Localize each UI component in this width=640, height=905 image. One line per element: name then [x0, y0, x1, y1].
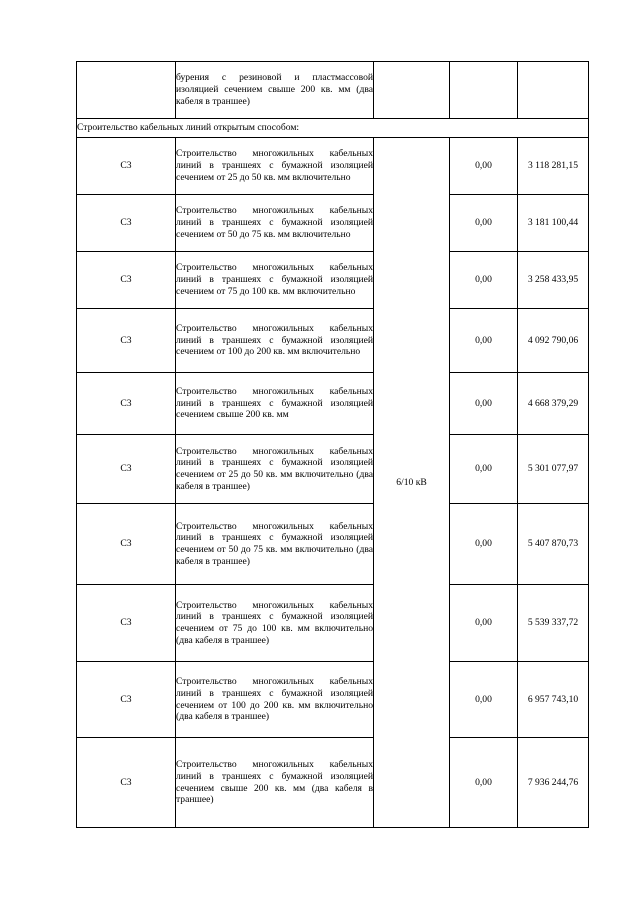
section-title: Строительство кабельных линий открытым способом:	[77, 119, 589, 138]
code-cell: С3	[77, 373, 176, 435]
price-cell	[518, 62, 589, 119]
value-cell	[450, 62, 518, 119]
value-cell: 0,00	[450, 309, 518, 373]
price-cell: 3 258 433,95	[518, 252, 589, 309]
price-cell: 3 181 100,44	[518, 195, 589, 252]
price-cell: 5 407 870,73	[518, 504, 589, 585]
value-cell: 0,00	[450, 504, 518, 585]
table-row	[77, 195, 589, 252]
description-cell: Строительство многожильных кабельных линий в траншеях с бумажной изоляцией сечением от 50 до 75 кв. мм включительно	[176, 195, 374, 252]
price-cell: 6 957 743,10	[518, 662, 589, 738]
table-row-continued	[77, 62, 589, 119]
description-cell: Строительство многожильных кабельных линий в траншеях с бумажной изоляцией сечением от 75 до 100 кв. мм включительно	[176, 252, 374, 309]
price-cell: 3 118 281,15	[518, 138, 589, 195]
description-cell: Строительство многожильных кабельных линий в траншеях с бумажной изоляцией сечением от 25 до 50 кв. мм включительно (два кабеля в траншее)	[176, 435, 374, 504]
code-cell: С3	[77, 504, 176, 585]
value-cell: 0,00	[450, 662, 518, 738]
price-cell: 4 668 379,29	[518, 373, 589, 435]
table-row	[77, 373, 589, 435]
table-row	[77, 738, 589, 828]
price-cell: 5 301 077,97	[518, 435, 589, 504]
code-cell: С3	[77, 435, 176, 504]
value-cell: 0,00	[450, 373, 518, 435]
code-cell: С3	[77, 309, 176, 373]
table-row	[77, 309, 589, 373]
value-cell: 0,00	[450, 585, 518, 662]
table-row	[77, 662, 589, 738]
description-cell: Строительство многожильных кабельных линий в траншеях с бумажной изоляцией сечением свыше 200 кв. мм (два кабеля в траншее)	[176, 738, 374, 828]
section-header-row	[77, 119, 589, 138]
code-cell: С3	[77, 662, 176, 738]
code-cell: С3	[77, 138, 176, 195]
code-cell: С3	[77, 585, 176, 662]
table-row	[77, 138, 589, 195]
voltage-cell: 6/10 кВ	[374, 138, 450, 828]
description-cell: Строительство многожильных кабельных линий в траншеях с бумажной изоляцией сечением от 75 до 100 кв. мм включительно (два кабеля в траншее)	[176, 585, 374, 662]
description-cell: бурения с резиновой и пластмассовой изоляцией сечением свыше 200 кв. мм (два кабеля в траншее)	[176, 62, 374, 119]
code-cell: С3	[77, 195, 176, 252]
value-cell: 0,00	[450, 138, 518, 195]
value-cell: 0,00	[450, 252, 518, 309]
price-cell: 4 092 790,06	[518, 309, 589, 373]
description-cell: Строительство многожильных кабельных линий в траншеях с бумажной изоляцией сечением от 100 до 200 кв. мм включительно	[176, 309, 374, 373]
price-cell: 7 936 244,76	[518, 738, 589, 828]
price-cell: 5 539 337,72	[518, 585, 589, 662]
tariff-table	[76, 61, 589, 828]
description-cell: Строительство многожильных кабельных линий в траншеях с бумажной изоляцией сечением от 50 до 75 кв. мм включительно (два кабеля в траншее)	[176, 504, 374, 585]
table-row	[77, 435, 589, 504]
code-cell: С3	[77, 252, 176, 309]
value-cell: 0,00	[450, 738, 518, 828]
description-cell: Строительство многожильных кабельных линий в траншеях с бумажной изоляцией сечением от 100 до 200 кв. мм включительно (два кабеля в траншее)	[176, 662, 374, 738]
description-cell: Строительство многожильных кабельных линий в траншеях с бумажной изоляцией сечением от 25 до 50 кв. мм включительно	[176, 138, 374, 195]
table-row	[77, 504, 589, 585]
voltage-cell	[374, 62, 450, 119]
code-cell	[77, 62, 176, 119]
value-cell: 0,00	[450, 435, 518, 504]
value-cell: 0,00	[450, 195, 518, 252]
description-cell: Строительство многожильных кабельных линий в траншеях с бумажной изоляцией сечением свыше 200 кв. мм	[176, 373, 374, 435]
table-row	[77, 585, 589, 662]
table-row	[77, 252, 589, 309]
code-cell: С3	[77, 738, 176, 828]
